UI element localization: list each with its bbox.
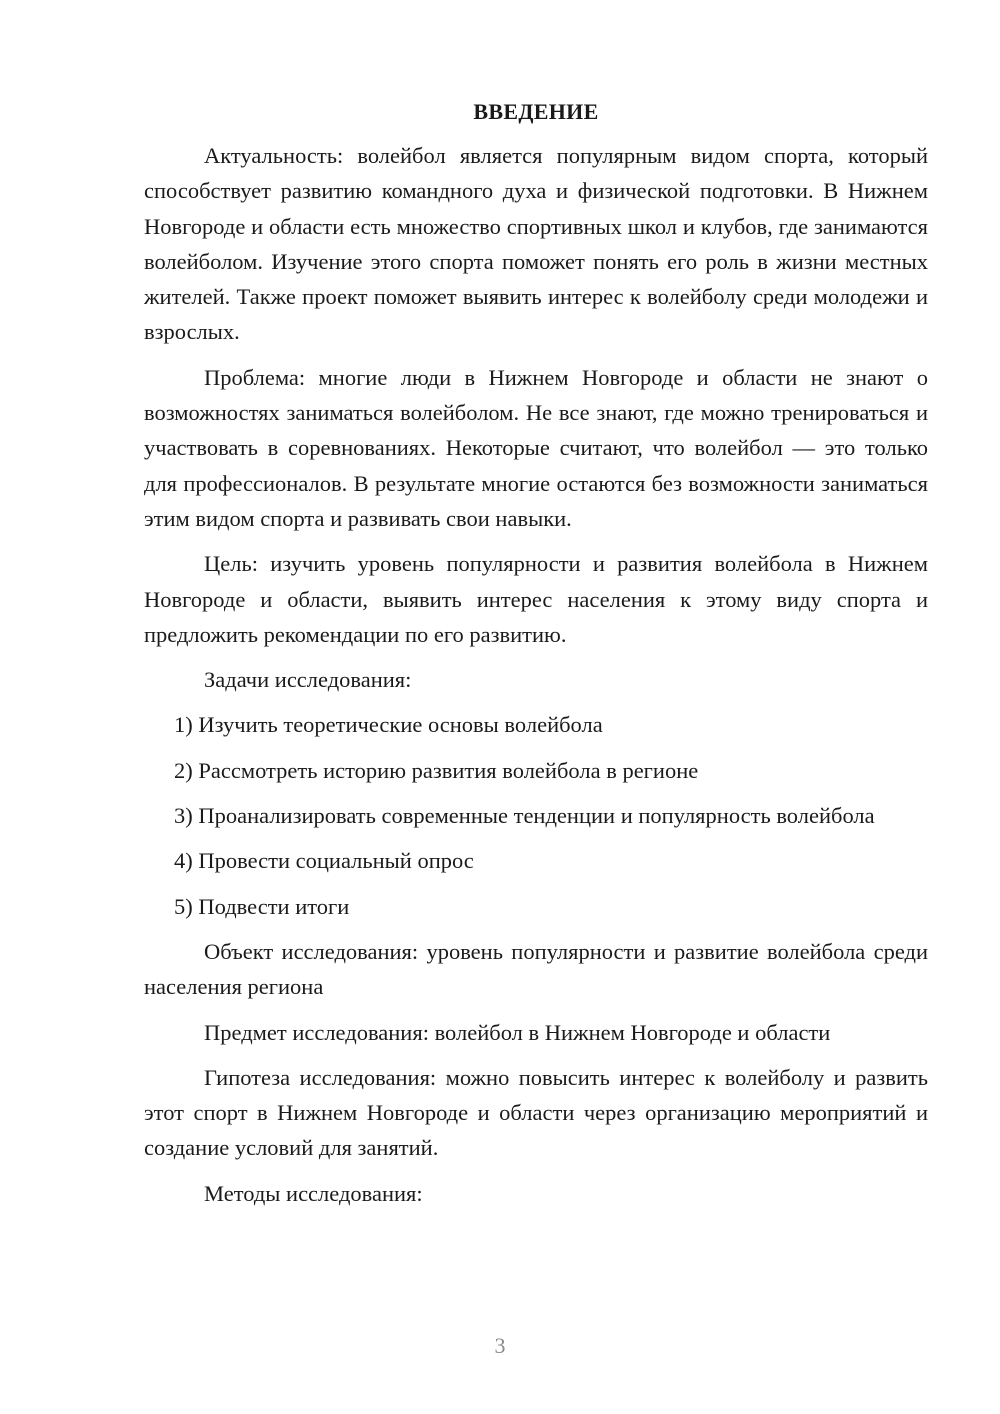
task-item-4: 4) Провести социальный опрос — [174, 848, 474, 874]
section-heading: ВВЕДЕНИЕ — [473, 99, 599, 124]
problem-paragraph: Проблема: многие люди в Нижнем Новгороде и области не знают о возможностях заниматься волейболом. Не все знают, где можно тренироваться и участвовать в соревнованиях. Некоторые считают, что волейбол — это только для профессионалов. В результате многие остаются без возможности заниматься этим видом спорта и развивать свои навыки. — [144, 364, 928, 531]
subject-paragraph: Предмет исследования: волейбол в Нижнем Новгороде и области — [204, 1019, 831, 1045]
task-item-5: 5) Подвести итоги — [174, 893, 350, 919]
object-paragraph: Объект исследования: уровень популярности и развитие волейбола среди населения региона — [144, 938, 928, 1000]
page-content — [144, 96, 928, 1221]
task-item-1: 1) Изучить теоретические основы волейбола — [174, 712, 603, 738]
hypothesis-paragraph: Гипотеза исследования: можно повысить интерес к волейболу и развить этот спорт в Нижнем Новгороде и области через организацию мероприятий и создание условий для занятий. — [144, 1064, 928, 1161]
methods-title: Методы исследования: — [204, 1180, 423, 1206]
page-number: 3 — [494, 1333, 506, 1358]
task-item-3: 3) Проанализировать современные тенденции и популярность волейбола — [174, 803, 875, 829]
relevance-paragraph: Актуальность: волейбол является популярным видом спорта, который способствует развитию командного духа и физической подготовки. В Нижнем Новгороде и области есть множество спортивных школ и клубов, где занимаются волейболом. Изучение этого спорта поможет понять его роль в жизни местных жителей. Также проект поможет выявить интерес к волейболу среди молодежи и взрослых. — [144, 143, 928, 345]
goal-paragraph: Цель: изучить уровень популярности и развития волейбола в Нижнем Новгороде и области, выявить интерес населения к этому виду спорта и предложить рекомендации по его развитию. — [144, 551, 928, 647]
tasks-title: Задачи исследования: — [204, 667, 412, 693]
task-item-2: 2) Рассмотреть историю развития волейбола в регионе — [174, 757, 699, 783]
